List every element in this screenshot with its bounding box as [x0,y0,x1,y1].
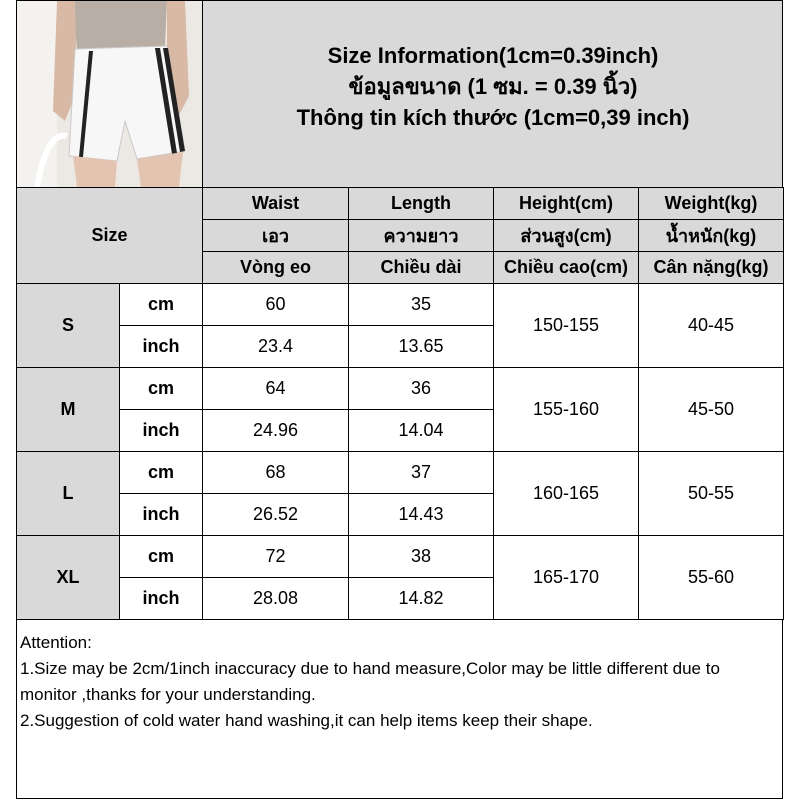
col-waist-en: Waist [203,188,349,220]
weight-range: 45-50 [639,368,784,452]
col-length-en: Length [349,188,494,220]
length-cm: 37 [349,452,494,494]
attention-notes [20,630,780,734]
notes-heading: Attention: [20,633,92,652]
col-waist-vi: Vòng eo [203,252,349,284]
waist-cm: 68 [203,452,349,494]
size-table [16,187,784,620]
weight-range: 40-45 [639,284,784,368]
waist-cm: 72 [203,536,349,578]
unit-inch: inch [120,410,203,452]
length-cm: 35 [349,284,494,326]
col-height-vi: Chiều cao(cm) [494,252,639,284]
title-vietnamese: Thông tin kích thước (1cm=0,39 inch) [296,105,690,130]
table-row [17,452,784,494]
unit-cm: cm [120,368,203,410]
length-inch: 14.82 [349,578,494,620]
height-range: 155-160 [494,368,639,452]
title-block [203,40,783,133]
col-height-en: Height(cm) [494,188,639,220]
size-cell: L [17,452,120,536]
weight-range: 55-60 [639,536,784,620]
product-photo-illustration [17,1,202,187]
unit-inch: inch [120,326,203,368]
table-row [17,368,784,410]
col-length-th: ความยาว [349,220,494,252]
height-range: 165-170 [494,536,639,620]
size-cell: M [17,368,120,452]
length-inch: 14.04 [349,410,494,452]
height-range: 160-165 [494,452,639,536]
length-cm: 36 [349,368,494,410]
size-header: Size [17,188,203,284]
waist-inch: 23.4 [203,326,349,368]
height-range: 150-155 [494,284,639,368]
length-inch: 13.65 [349,326,494,368]
product-photo [17,1,203,187]
table-row [17,536,784,578]
col-weight-vi: Cân nặng(kg) [639,252,784,284]
title-english: Size Information(1cm=0.39inch) [327,43,659,68]
title-thai: ข้อมูลขนาด (1 ซม. = 0.39 นิ้ว) [348,74,638,99]
waist-inch: 28.08 [203,578,349,620]
col-weight-en: Weight(kg) [639,188,784,220]
unit-inch: inch [120,494,203,536]
weight-range: 50-55 [639,452,784,536]
note-item-2: 2.Suggestion of cold water hand washing,it can help items keep their shape. [20,711,593,730]
col-length-vi: Chiều dài [349,252,494,284]
unit-inch: inch [120,578,203,620]
waist-cm: 60 [203,284,349,326]
waist-inch: 26.52 [203,494,349,536]
table-row [17,284,784,326]
unit-cm: cm [120,452,203,494]
unit-cm: cm [120,536,203,578]
waist-cm: 64 [203,368,349,410]
waist-inch: 24.96 [203,410,349,452]
col-weight-th: น้ำหนัก(kg) [639,220,784,252]
size-cell: S [17,284,120,368]
note-item-1: 1.Size may be 2cm/1inch inaccuracy due to hand measure,Color may be little different due to monitor ,thanks for your understanding. [20,659,720,704]
col-height-th: ส่วนสูง(cm) [494,220,639,252]
col-waist-th: เอว [203,220,349,252]
length-inch: 14.43 [349,494,494,536]
unit-cm: cm [120,284,203,326]
size-cell: XL [17,536,120,620]
length-cm: 38 [349,536,494,578]
